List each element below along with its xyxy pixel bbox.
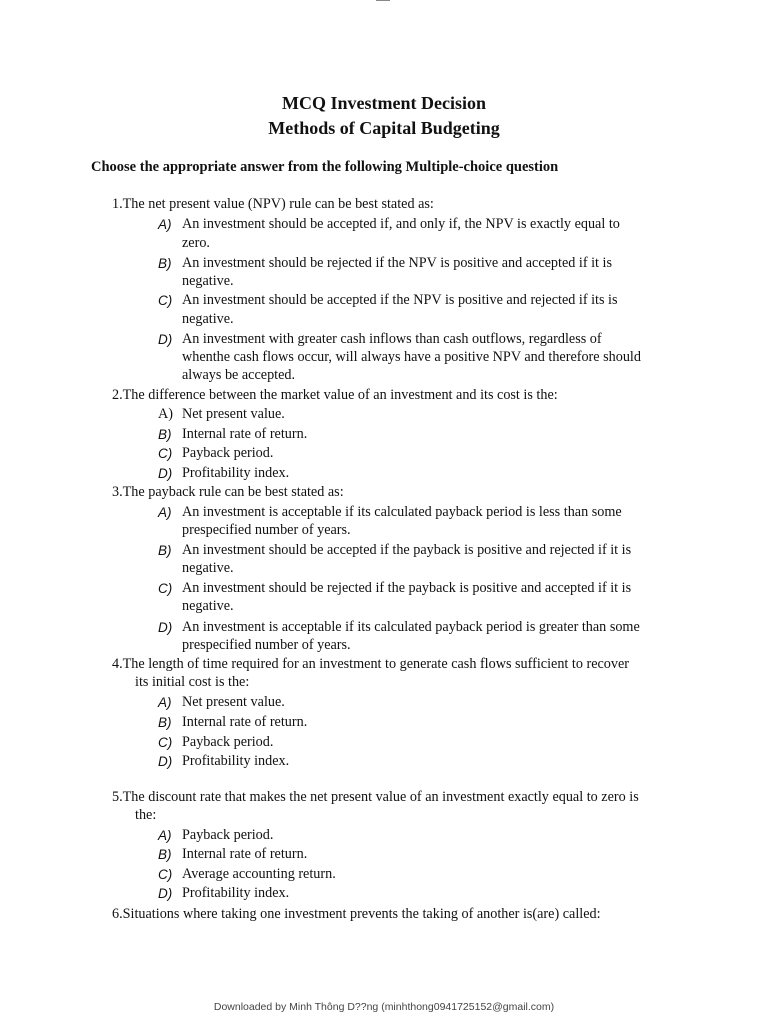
option-text: negative. [182, 560, 234, 576]
option-text: Profitability index. [182, 753, 290, 769]
question-stem: 4.The length of time required for an investment to generate cash flows sufficient to recover [112, 656, 630, 672]
option-text: Internal rate of return. [182, 426, 308, 442]
option-letter: A) [158, 695, 172, 710]
option-letter: D) [158, 620, 173, 635]
option-letter: A) [158, 217, 172, 232]
instruction-text: Choose the appropriate answer from the following Multiple-choice question [91, 159, 559, 175]
option-text: Payback period. [182, 734, 274, 750]
option-text: Profitability index. [182, 465, 290, 481]
option-text: Internal rate of return. [182, 846, 308, 862]
question-stem-continued: its initial cost is the: [135, 674, 250, 690]
option-letter: B) [158, 543, 172, 558]
option-letter: B) [158, 715, 172, 730]
document-subtitle: Methods of Capital Budgeting [268, 118, 500, 138]
option-text: An investment should be accepted if the payback is positive and rejected if it is [182, 542, 632, 558]
option-letter: A) [158, 406, 173, 422]
option-text: always be accepted. [182, 367, 296, 383]
download-footer: Downloaded by Minh Thông D??ng (minhthong0941725152@gmail.com) [213, 1001, 555, 1013]
option-text: An investment is acceptable if its calculated payback period is greater than some [182, 619, 640, 635]
question-stem: 2.The difference between the market value of an investment and its cost is the: [112, 387, 558, 403]
option-text: whenthe cash flows occur, will always have a positive NPV and therefore should [182, 349, 641, 365]
option-text: Average accounting return. [182, 866, 336, 882]
option-text: Payback period. [182, 445, 274, 461]
question-stem-continued: the: [135, 807, 157, 823]
option-text: Profitability index. [182, 885, 290, 901]
option-letter: D) [158, 754, 173, 769]
option-letter: A) [158, 828, 172, 843]
option-text: Payback period. [182, 827, 274, 843]
option-text: prespecified number of years. [182, 637, 351, 653]
option-text: An investment should be rejected if the NPV is positive and accepted if it is [182, 255, 612, 271]
option-letter: C) [158, 867, 173, 882]
option-letter: C) [158, 446, 173, 461]
option-letter: D) [158, 466, 173, 481]
option-letter: B) [158, 847, 172, 862]
option-letter: A) [158, 505, 172, 520]
top-mark [376, 0, 390, 1]
option-text: negative. [182, 273, 234, 289]
question-stem: 6.Situations where taking one investment prevents the taking of another is(are) called: [112, 906, 601, 922]
option-text: zero. [182, 235, 210, 251]
document-title: MCQ Investment Decision [282, 93, 486, 113]
option-letter: D) [158, 886, 173, 901]
question-stem: 5.The discount rate that makes the net present value of an investment exactly equal to zero is [112, 789, 639, 805]
option-letter: D) [158, 332, 173, 347]
question-stem: 3.The payback rule can be best stated as: [112, 484, 344, 500]
option-text: prespecified number of years. [182, 522, 351, 538]
question-stem: 1.The net present value (NPV) rule can be best stated as: [112, 196, 434, 212]
option-text: Net present value. [182, 406, 285, 422]
option-letter: C) [158, 735, 173, 750]
option-text: negative. [182, 311, 234, 327]
option-text: An investment should be accepted if the NPV is positive and rejected if its is [182, 292, 618, 308]
option-text: An investment should be rejected if the payback is positive and accepted if it is [182, 580, 632, 596]
option-letter: B) [158, 427, 172, 442]
option-text: negative. [182, 598, 234, 614]
option-text: An investment is acceptable if its calculated payback period is less than some [182, 504, 622, 520]
option-text: An investment with greater cash inflows than cash outflows, regardless of [182, 331, 602, 347]
option-text: Internal rate of return. [182, 714, 308, 730]
option-text: An investment should be accepted if, and only if, the NPV is exactly equal to [182, 216, 620, 232]
option-letter: B) [158, 256, 172, 271]
option-letter: C) [158, 581, 173, 596]
option-text: Net present value. [182, 694, 285, 710]
option-letter: C) [158, 293, 173, 308]
